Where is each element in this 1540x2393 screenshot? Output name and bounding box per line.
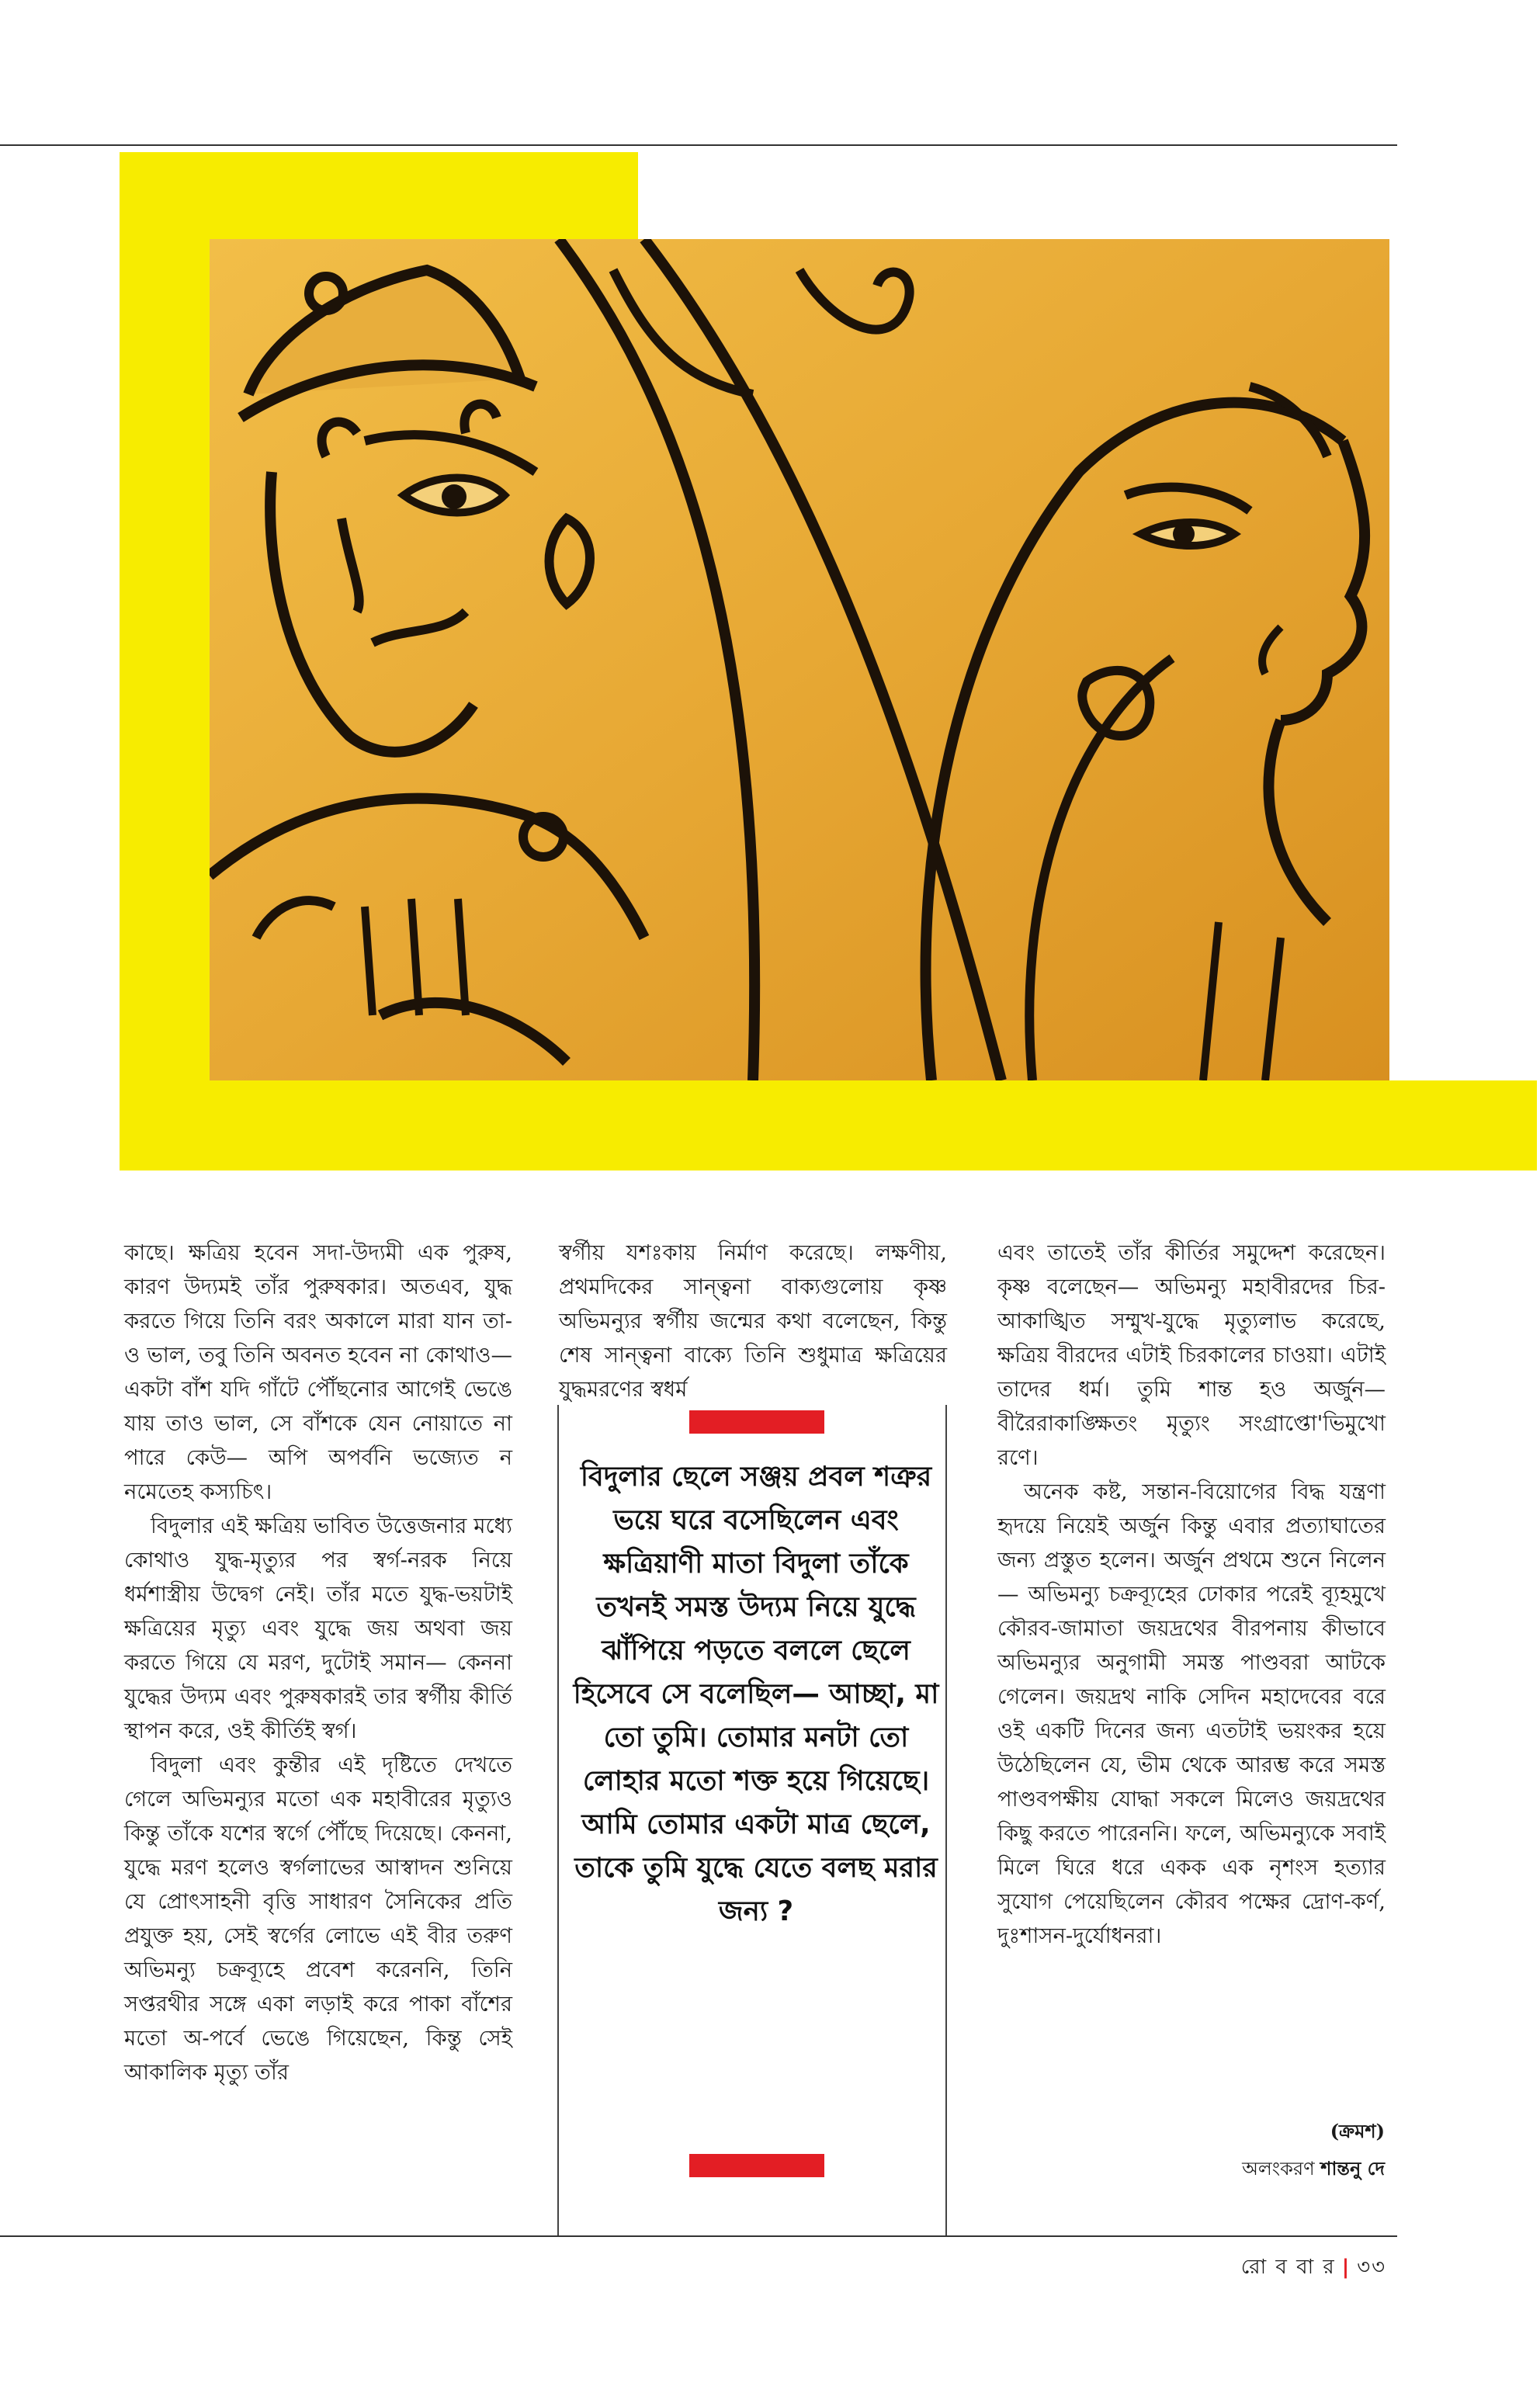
paragraph: এবং তাতেই তাঁর কীর্তির সমুদ্দেশ করেছেন। কৃষ্ণ বলেছেন— অভিমন্যু মহাবীরদের চির-আকাঙ্খিত সম্মুখ-যুদ্ধে মৃত্যুলাভ করেছে, ক্ষত্রিয় বীরদের এটাই চিরকালের চাওয়া। এটাই তাদের ধর্ম। তুমি শান্ত হও অর্জুন— বীরৈরাকাঙ্ক্ষিতং মৃত্যুং সংগ্রাপ্তো'ভিমুখো রণে। [997,1240,1386,1470]
paragraph: অনেক কষ্ট, সন্তান-বিয়োগের বিদ্ধ যন্ত্রণা হৃদয়ে নিয়েই অর্জুন কিন্তু এবার প্রত্যাঘাতের জন্য প্রস্তুত হলেন। অর্জুন প্রথমে শুনে নিলেন— অভিমন্যু চক্রব্যূহের ঢোকার পরেই ব্যূহমুখে কৌরব-জামাতা জয়দ্রথের বীরপনায় কীভাবে অভিমন্যুর অনুগামী সমস্ত পাণ্ডবরা আটকে গেলেন। জয়দ্রথ নাকি সেদিন মহাদেবের বরে ওই একটি দিনের জন্য এতটাই ভয়ংকর হয়ে উঠেছিলেন যে, ভীম থেকে আরম্ভ করে সমস্ত পাণ্ডবপক্ষীয় যোদ্ধা সকলে মিলেও জয়দ্রথের কিছু করতে পারেননি। ফলে, অভিমন্যুকে সবাই মিলে ঘিরে ধরে একক এক নৃশংস হত্যার সুযোগ পেয়েছিলেন কৌরব পক্ষের দ্রোণ-কর্ণ, দুঃশাসন-দুর্যোধনরা। [997,1479,1386,1948]
column-divider [945,1405,947,2235]
column-divider [557,1405,559,2235]
page-number: ৩৩ [1357,2256,1386,2279]
paragraph: কাছে। ক্ষত্রিয় হবেন সদা-উদ্যমী এক পুরুষ, কারণ উদ্যমই তাঁর পুরুষকার। অতএব, যুদ্ধ করতে গিয়ে তিনি বরং অকালে মারা যান তা-ও ভাল, তবু তিনি অবনত হবেন না কোথাও— একটা বাঁশ যদি গাঁটে পৌঁছনোর আগেই ভেঙে যায় তাও ভাল, সে বাঁশকে যেন নোয়াতে না পারে কেউ— অপি অপর্বনি ভজ্যেত ন নমেতেহ কস্যচিৎ। [124,1240,512,1504]
pullquote: বিদুলার ছেলে সঞ্জয় প্রবল শত্রুর ভয়ে ঘরে বসেছিলেন এবং ক্ষত্রিয়াণী মাতা বিদুলা তাঁকে তখনই সমস্ত উদ্যম নিয়ে যুদ্ধে ঝাঁপিয়ে পড়তে বললে ছেলে হিসেবে সে বলেছিল— আচ্ছা, মা তো তুমি। তোমার মনটা তো লোহার মতো শক্ত হয়ে গিয়েছে। আমি তোমার একটা মাত্র ছেলে, তাকে তুমি যুদ্ধে যেতে বলছ মরার জন্য ? [573,1461,939,1927]
illustration-icon [210,239,1389,1080]
paragraph: বিদুলা এবং কুন্তীর এই দৃষ্টিতে দেখতে গেলে অভিমন্যুর মতো এক মহাবীরের মৃত্যুও কিন্তু তাঁকে যশের স্বর্গে পৌঁছে দিয়েছে। কেননা, যুদ্ধে মরণ হলেও স্বর্গলাভের আস্বাদন শুনিয়ে যে প্রোৎসাহনী বৃত্তি সাধারণ সৈনিকের প্রতি প্রযুক্ত হয়, সেই স্বর্গের লোভে এই বীর তরুণ অভিমন্যু চক্রব্যূহে প্রবেশ করেননি, তিনি সপ্তরথীর সঙ্গে একা লড়াই করে পাকা বাঁশের মতো অ-পর্বে ভেঙে গিয়েছেন, কিন্তু সেই আকালিক মৃত্যু তাঁর [124,1753,512,2085]
page-footer [1241,2251,1386,2285]
paragraph: স্বর্গীয় যশঃকায় নির্মাণ করেছে। লক্ষণীয়, প্রথমদিকের সান্ত্বনা বাক্যগুলোয় কৃষ্ণ অভিমন্যুর স্বর্গীয় জন্মের কথা বলেছেন, কিন্তু শেষ সান্ত্বনা বাক্যে তিনি শুধুমাত্র ক্ষত্রিয়ের যুদ্ধমরণের স্বধর্ম [559,1240,947,1402]
footer-separator: | [1341,2256,1351,2279]
credit-label: অলংকরণ [1242,2158,1315,2180]
illustration-credit [997,2155,1385,2186]
paragraph: বিদুলার এই ক্ষত্রিয় ভাবিত উত্তেজনার মধ্যে কোথাও যুদ্ধ-মৃত্যুর পর স্বর্গ-নরক নিয়ে ধর্মশাস্ত্রীয় উদ্বেগ নেই। তাঁর মতে যুদ্ধ-ভয়টাই ক্ষত্রিয়ের মৃত্যু এবং যুদ্ধে জয় অথবা জয় করতে গিয়ে যে মরণ, দুটোই সমান— কেননা যুদ্ধের উদ্যম এবং পুরুষকারই তার স্বর্গীয় কীর্তি স্থাপন করে, ওই কীর্তিই স্বর্গ। [124,1514,512,1743]
article-column-1 [124,1236,512,2090]
magazine-name: রো ব বা র [1240,2256,1336,2279]
pullquote-bottom-bar [689,2154,824,2177]
continued-label: (ক্রমশ) [1330,2120,1385,2142]
top-rule [0,144,1397,146]
article-column-3 [997,1236,1386,1953]
pullquote-top-bar [689,1410,824,1434]
illustration [210,239,1389,1080]
bottom-rule [0,2235,1397,2237]
yellow-frame-bottom [120,1080,1537,1170]
yellow-frame-left [120,152,210,1170]
credit-artist: শান্তনু দে [1320,2157,1385,2180]
article-column-2 [559,1236,947,1406]
